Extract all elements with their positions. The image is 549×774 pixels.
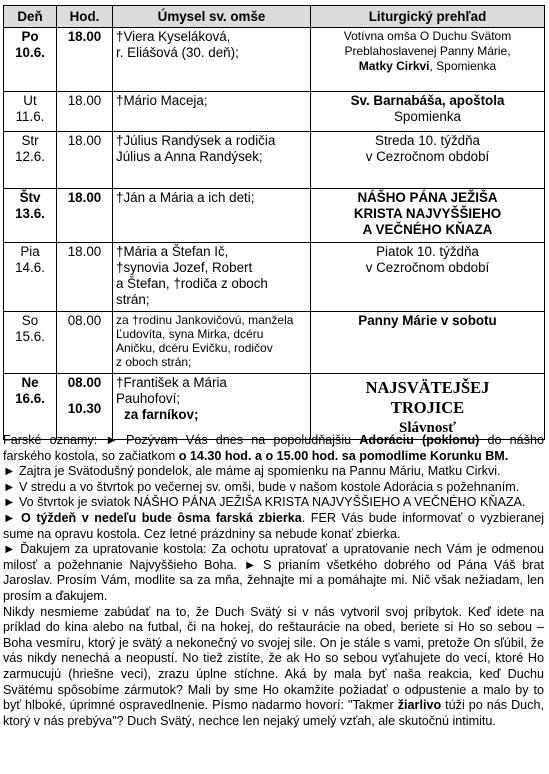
intention-line: †Viera Kyseláková, [116, 29, 231, 44]
day-cell [4, 28, 57, 92]
intention-line: strán; [116, 292, 150, 307]
intention-line: †Mário Maceja; [116, 93, 208, 108]
announcement-emphasis: O týždeň v nedeľu bude ôsma farská zbierka [21, 510, 302, 525]
intention-line: Ľudovíta, syna Mirka, dcéru [116, 327, 264, 341]
day-date: 14.6. [15, 260, 45, 275]
announcement-text: do nášho farského kostola, so začiatkom [3, 433, 544, 463]
day-name: So [21, 313, 39, 328]
header-liturgy: Liturgický prehľad [311, 6, 545, 28]
day-date: 10.6. [15, 45, 45, 60]
liturgy-line: A VEČNÉHO KŇAZA [362, 222, 493, 237]
header-day: Deň [4, 6, 57, 28]
announcement [3, 511, 544, 542]
day-date: 13.6. [15, 206, 45, 221]
announcement-emphasis: o 14.30 hod. a o 15.00 hod. sa pomodlime Korunku BM. [178, 448, 509, 463]
table-row [4, 312, 545, 374]
liturgy-title: Sv. Barnabáša, apoštola [350, 93, 505, 108]
intention-line: Pauhofoví; [116, 391, 181, 406]
liturgy-cell [311, 243, 545, 312]
intention-cell [113, 132, 311, 189]
table-row [4, 243, 545, 312]
header-intention: Úmysel sv. omše [113, 6, 311, 28]
mass-schedule-table [3, 5, 545, 440]
day-cell [4, 312, 57, 374]
intention-cell [113, 28, 311, 92]
liturgy-line: NAJSVÄTEJŠEJ [365, 378, 490, 397]
intention-line: †Július Randýsek a rodičia [116, 133, 276, 148]
reflection-emphasis: žiarlivo [397, 698, 442, 713]
table-row [4, 28, 545, 92]
intention-line: a Štefan, †rodiča z oboch [116, 276, 268, 291]
mass-time: 18.00 [67, 133, 102, 148]
table-row [4, 374, 545, 440]
day-date: 16.6. [15, 391, 45, 406]
liturgy-line: Slávnosť [398, 420, 456, 436]
mass-time: 18.00 [67, 244, 102, 259]
reflection-text: túži po nás Duch, ktorý v nás prebýva"? Duch Svätý, nechce len nejaký umelý vzťah, ale skutočnú intimitu. [3, 698, 544, 728]
day-name: Po [21, 29, 39, 44]
announcement-text: Farské oznamy: ► Pozývam Vás dnes na popoludňajšiu [3, 433, 360, 447]
liturgy-line: Piatok 10. týždňa [376, 244, 479, 259]
reflection-text: Nikdy nesmieme zabúdať na to, že Duch Svätý si v nás vytvoril svoj príbytok. Keď idete na príklad do kina alebo na futbal, či na hokej, do reštaurácie na obed, beriete si Ho so sebou – Boha vesmíru, ktorý je svätý a nekonečný vo svojej sile. On je stále s vami, pretože On sľúbil, že vás nikdy nenechá a neopustí. No tiež zistíte, že ak Ho so sebou vyťahujete do vecí, ktoré Ho zarmucujú (hriešne veci), zrazu úplne stíchne. Aká by mala byť naša reakcia, keď Duchu Svätému spôsobíme zármutok? Mali by sme Ho okamžite požiadať o odpustenie a malo by to byť hlboké, úprimné ospravedlnenie. Písmo nadarmo hovorí: "Takmer [3, 604, 544, 713]
mass-time: 08.00 [67, 313, 102, 328]
day-name: Štv [19, 190, 41, 205]
day-name: Str [21, 133, 39, 148]
liturgy-cell [311, 28, 545, 92]
liturgy-line: Streda 10. týždňa [375, 133, 480, 148]
hour-cell [57, 92, 113, 132]
intention-line: †synovia Jozef, Robert [116, 260, 253, 275]
table-row [4, 189, 545, 243]
day-name: Ne [21, 375, 39, 390]
announcement-emphasis: Adoráciu (poklonu) [359, 433, 480, 447]
liturgy-line: TROJICE [390, 398, 465, 417]
liturgy-line: NÁŠHO PÁNA JEŽIŠA [357, 190, 498, 205]
liturgy-cell [311, 92, 545, 132]
table-row [4, 92, 545, 132]
day-cell [4, 132, 57, 189]
intention-cell [113, 189, 311, 243]
day-date: 11.6. [15, 109, 45, 124]
parish-announcements [3, 433, 544, 729]
intention-cell [113, 312, 311, 374]
intention-line: Július a Anna Randýsek; [116, 149, 263, 164]
reflection-paragraph [3, 605, 544, 730]
liturgy-line: KRISTA NAJVYŠŠIEHO [353, 206, 502, 221]
announcement-text: ► [3, 510, 21, 525]
announcement: ► Ďakujem za upratovanie kostola: Za ochotu upratovať a upratovanie nech Vám je odmenou milosť a požehnanie Najvyššieho Boha. ► S prianím všetkého dobrého od Pána Váš brat Jaroslav. Prosím Vám, modlite sa za mňa, žehnajte mi a pomáhajte mi. Nič však nežiadam, len prosím a ďakujem. [3, 542, 544, 603]
hour-cell [57, 312, 113, 374]
day-cell [4, 374, 57, 440]
intention-line: za †rodinu Jankovičovú, manžela [116, 313, 294, 327]
intention-line: r. Eliášová (30. deň); [116, 45, 239, 60]
liturgy-line: v Cezročnom období [365, 260, 490, 275]
hour-cell [57, 189, 113, 243]
intention-line: z oboch strán; [116, 355, 192, 369]
mass-time: 18.00 [67, 29, 102, 44]
mass-time: 10.30 [67, 401, 102, 416]
liturgy-cell [311, 189, 545, 243]
day-name: Pia [20, 244, 40, 259]
intention-line: †Ján a Mária a ich deti; [116, 190, 255, 205]
intention-cell [113, 243, 311, 312]
intention-line: †Mária a Štefan Ič, [116, 244, 229, 259]
table-header-row [4, 6, 545, 28]
intention-line: za farníkov; [124, 407, 199, 422]
announcement [3, 433, 544, 464]
announcement: ► Zajtra je Svätodušný pondelok, ale máme aj spomienku na Pannu Máriu, Matku Cirkvi. [3, 464, 501, 479]
liturgy-emphasis: Matky Cirkvi [358, 59, 430, 73]
intention-cell [113, 374, 311, 440]
intention-cell [113, 92, 311, 132]
day-date: 12.6. [15, 149, 45, 164]
intention-line: Aničku, dcéru Evičku, rodičov [116, 341, 273, 355]
hour-cell [57, 243, 113, 312]
hour-cell [57, 28, 113, 92]
hour-cell [57, 374, 113, 440]
mass-time: 18.00 [67, 93, 102, 108]
day-name: Ut [23, 93, 37, 108]
mass-time: 08.00 [67, 375, 102, 390]
header-hour: Hod. [57, 6, 113, 28]
announcement: ► V stredu a vo štvrtok po večernej sv. omši, bude v našom kostole Adorácia s požehnaním. [3, 479, 520, 494]
liturgy-line: Votívna omša O Duchu Svätom [343, 29, 512, 43]
liturgy-suffix: , Spomienka [429, 59, 497, 73]
table-row [4, 132, 545, 189]
liturgy-cell [311, 132, 545, 189]
day-cell [4, 189, 57, 243]
liturgy-rank: Spomienka [394, 109, 461, 124]
liturgy-line: Panny Márie v sobotu [358, 313, 497, 328]
intention-line: †František a Mária [116, 375, 227, 390]
liturgy-cell [311, 374, 545, 440]
day-cell [4, 92, 57, 132]
mass-time: 18.00 [67, 190, 102, 205]
hour-cell [57, 132, 113, 189]
day-cell [4, 243, 57, 312]
liturgy-line: Preblahoslavenej Panny Márie, [344, 44, 511, 58]
liturgy-line: v Cezročnom období [365, 149, 490, 164]
announcement-text: . FER Vás bude informovať o vyzbieranej sume na opravu kostola. Cez letné prázdniny sa nebude konať zbierka. [3, 510, 545, 541]
liturgy-cell [311, 312, 545, 374]
day-date: 15.6. [15, 329, 45, 344]
announcement: ► Vo štvrtok je sviatok NÁŠHO PÁNA JEŽIŠA KRISTA NAJVYŠŠIEHO A VEČNÉHO KŇAZA. [3, 495, 526, 510]
